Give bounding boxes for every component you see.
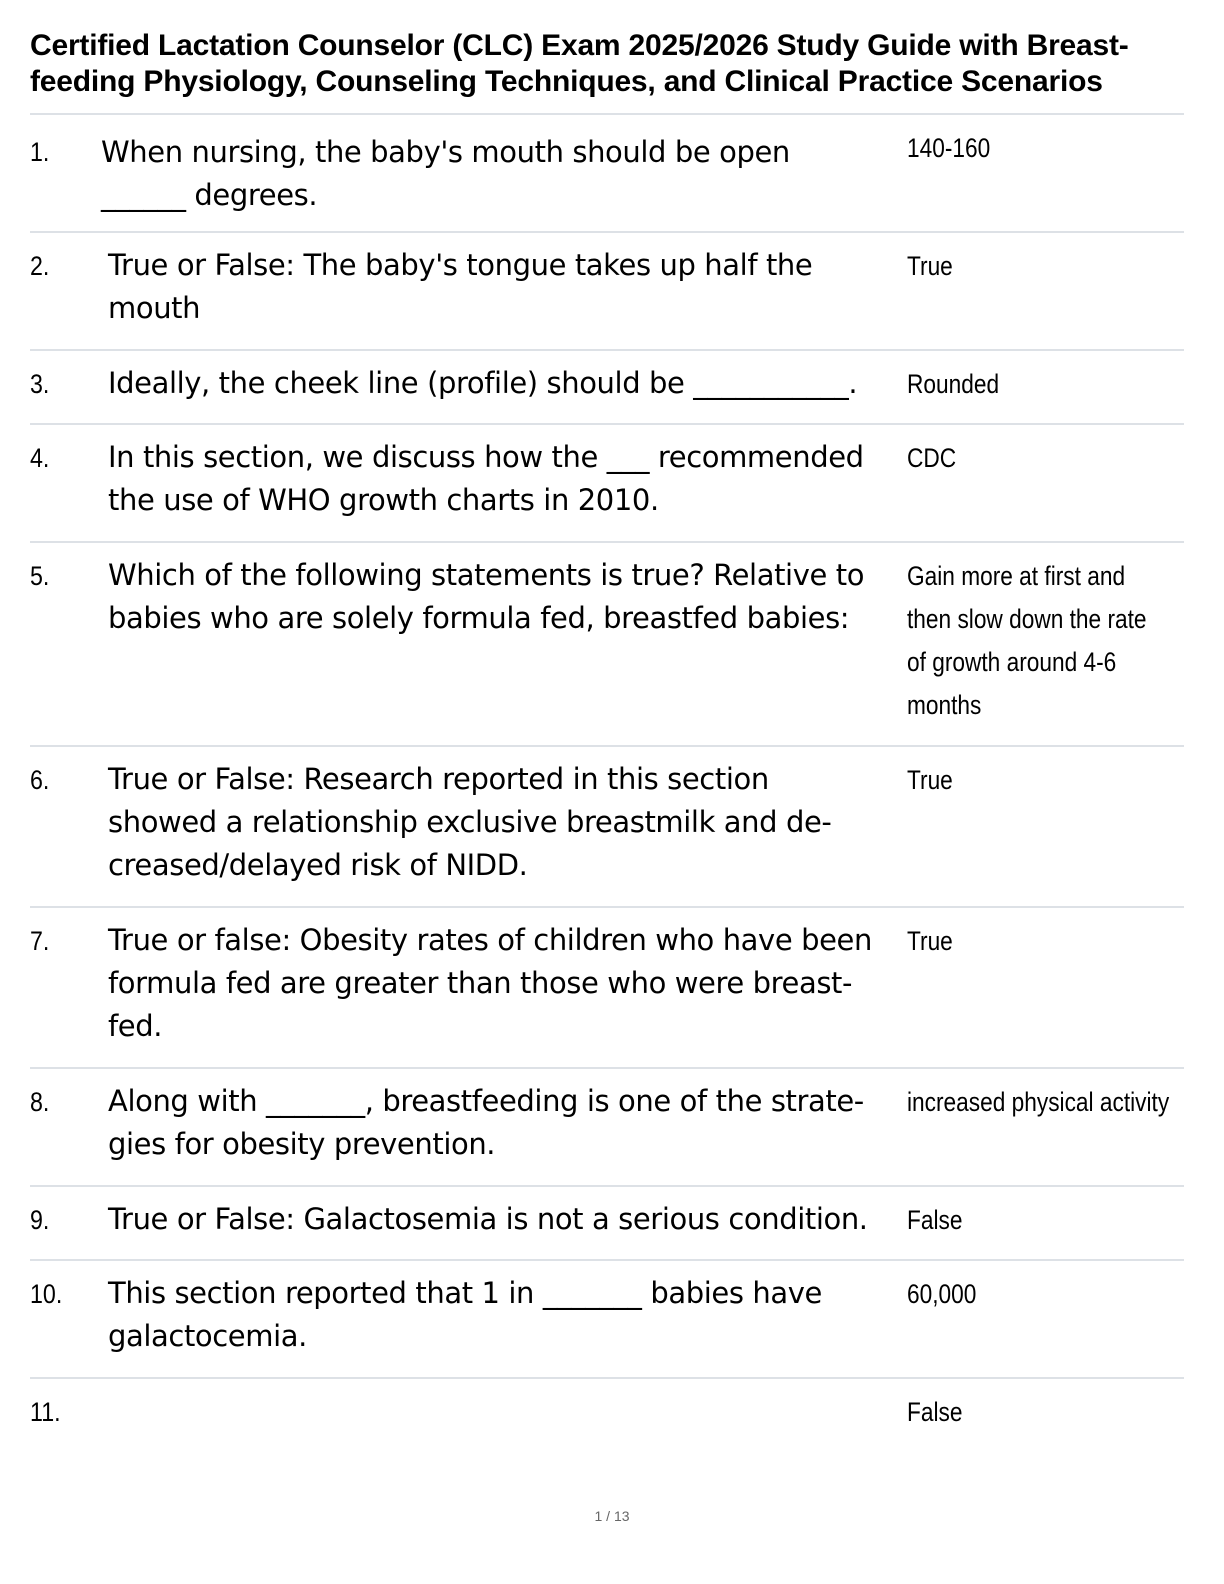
- question-line: This section reported that 1 in _______ babies have: [108, 1276, 822, 1310]
- question-line: babies who are solely formula fed, breastfed babies:: [108, 601, 850, 635]
- question-text: [108, 1080, 900, 1166]
- question-number: 10.: [30, 1279, 63, 1309]
- answer-line: months: [907, 690, 982, 720]
- answer-text: [907, 1081, 1169, 1124]
- divider: [30, 423, 1184, 425]
- answer-text: [907, 920, 953, 963]
- divider: [30, 1259, 1184, 1261]
- question-number: 9.: [30, 1205, 50, 1235]
- question-line: formula fed are greater than those who were breast-: [108, 966, 853, 1000]
- answer-text: [907, 555, 1147, 727]
- question-text: [108, 1272, 900, 1358]
- divider: [30, 349, 1184, 351]
- divider: [30, 113, 1184, 115]
- question-number: 6.: [30, 765, 50, 795]
- answer-line: of growth around 4-6: [907, 647, 1117, 677]
- question-number: 3.: [30, 369, 50, 399]
- divider: [30, 745, 1184, 747]
- question-line: Along with _______, breastfeeding is one of the strate-: [108, 1084, 864, 1118]
- question-number: 5.: [30, 561, 50, 591]
- question-line: gies for obesity prevention.: [108, 1127, 496, 1161]
- question-number: 4.: [30, 443, 50, 473]
- question-text: [101, 131, 893, 217]
- divider: [30, 1067, 1184, 1069]
- answer-text: [907, 127, 990, 170]
- title-line: Certified Lactation Counselor (CLC) Exam 2025/2026 Study Guide with Breast-: [30, 29, 1129, 62]
- question-line: True or False: The baby's tongue takes up half the: [108, 248, 813, 282]
- question-number: 7.: [30, 926, 50, 956]
- question-line: Which of the following statements is true? Relative to: [108, 558, 865, 592]
- answer-text: [907, 1199, 962, 1242]
- question-number: 8.: [30, 1087, 50, 1117]
- answer-line: then slow down the rate: [907, 604, 1147, 634]
- answer-line: Rounded: [907, 369, 1000, 399]
- question-line: Ideally, the cheek line (profile) should be ___________.: [108, 366, 858, 400]
- answer-line: True: [907, 765, 953, 795]
- question-text: [108, 436, 900, 522]
- answer-line: True: [907, 251, 953, 281]
- question-text: [108, 919, 900, 1048]
- question-line: creased/delayed risk of NIDD.: [108, 848, 528, 882]
- title-line: feeding Physiology, Counseling Techniques, and Clinical Practice Scenarios: [30, 65, 1103, 98]
- question-text: [108, 244, 900, 330]
- divider: [30, 231, 1184, 233]
- question-line: mouth: [108, 291, 201, 325]
- question-line: galactocemia.: [108, 1319, 307, 1353]
- question-line: the use of WHO growth charts in 2010.: [108, 483, 659, 517]
- answer-line: False: [907, 1397, 963, 1427]
- divider: [30, 1185, 1184, 1187]
- question-line: When nursing, the baby's mouth should be open: [101, 135, 790, 169]
- answer-line: increased physical activity: [907, 1087, 1170, 1117]
- question-line: In this section, we discuss how the ___ recommended: [108, 440, 864, 474]
- question-line: ______ degrees.: [101, 178, 318, 212]
- answer-line: 60,000: [907, 1279, 977, 1309]
- question-text: [108, 554, 900, 640]
- question-line: True or False: Research reported in this section: [108, 762, 769, 796]
- question-number: 2.: [30, 251, 50, 281]
- question-line: True or False: Galactosemia is not a serious condition.: [108, 1202, 868, 1236]
- answer-line: True: [907, 926, 953, 956]
- answer-line: Gain more at first and: [907, 561, 1126, 591]
- answer-text: [907, 363, 999, 406]
- answer-line: False: [907, 1205, 963, 1235]
- answer-line: 140-160: [907, 133, 991, 163]
- question-line: True or false: Obesity rates of children who have been: [108, 923, 872, 957]
- answer-text: [907, 1391, 962, 1434]
- question-text: [108, 362, 900, 405]
- answer-line: CDC: [907, 443, 957, 473]
- question-number: 11.: [30, 1397, 61, 1427]
- answer-text: [907, 1273, 976, 1316]
- page-number: 1 / 13: [594, 1508, 630, 1524]
- document-title: [30, 28, 1200, 100]
- divider: [30, 906, 1184, 908]
- question-text: [108, 1198, 900, 1241]
- question-text: [108, 758, 900, 887]
- answer-text: [907, 759, 953, 802]
- divider: [30, 1377, 1184, 1379]
- question-number: 1.: [30, 137, 50, 167]
- divider: [30, 541, 1184, 543]
- question-line: showed a relationship exclusive breastmilk and de-: [108, 805, 832, 839]
- question-line: fed.: [108, 1009, 163, 1043]
- answer-text: [907, 245, 953, 288]
- answer-text: [907, 437, 956, 480]
